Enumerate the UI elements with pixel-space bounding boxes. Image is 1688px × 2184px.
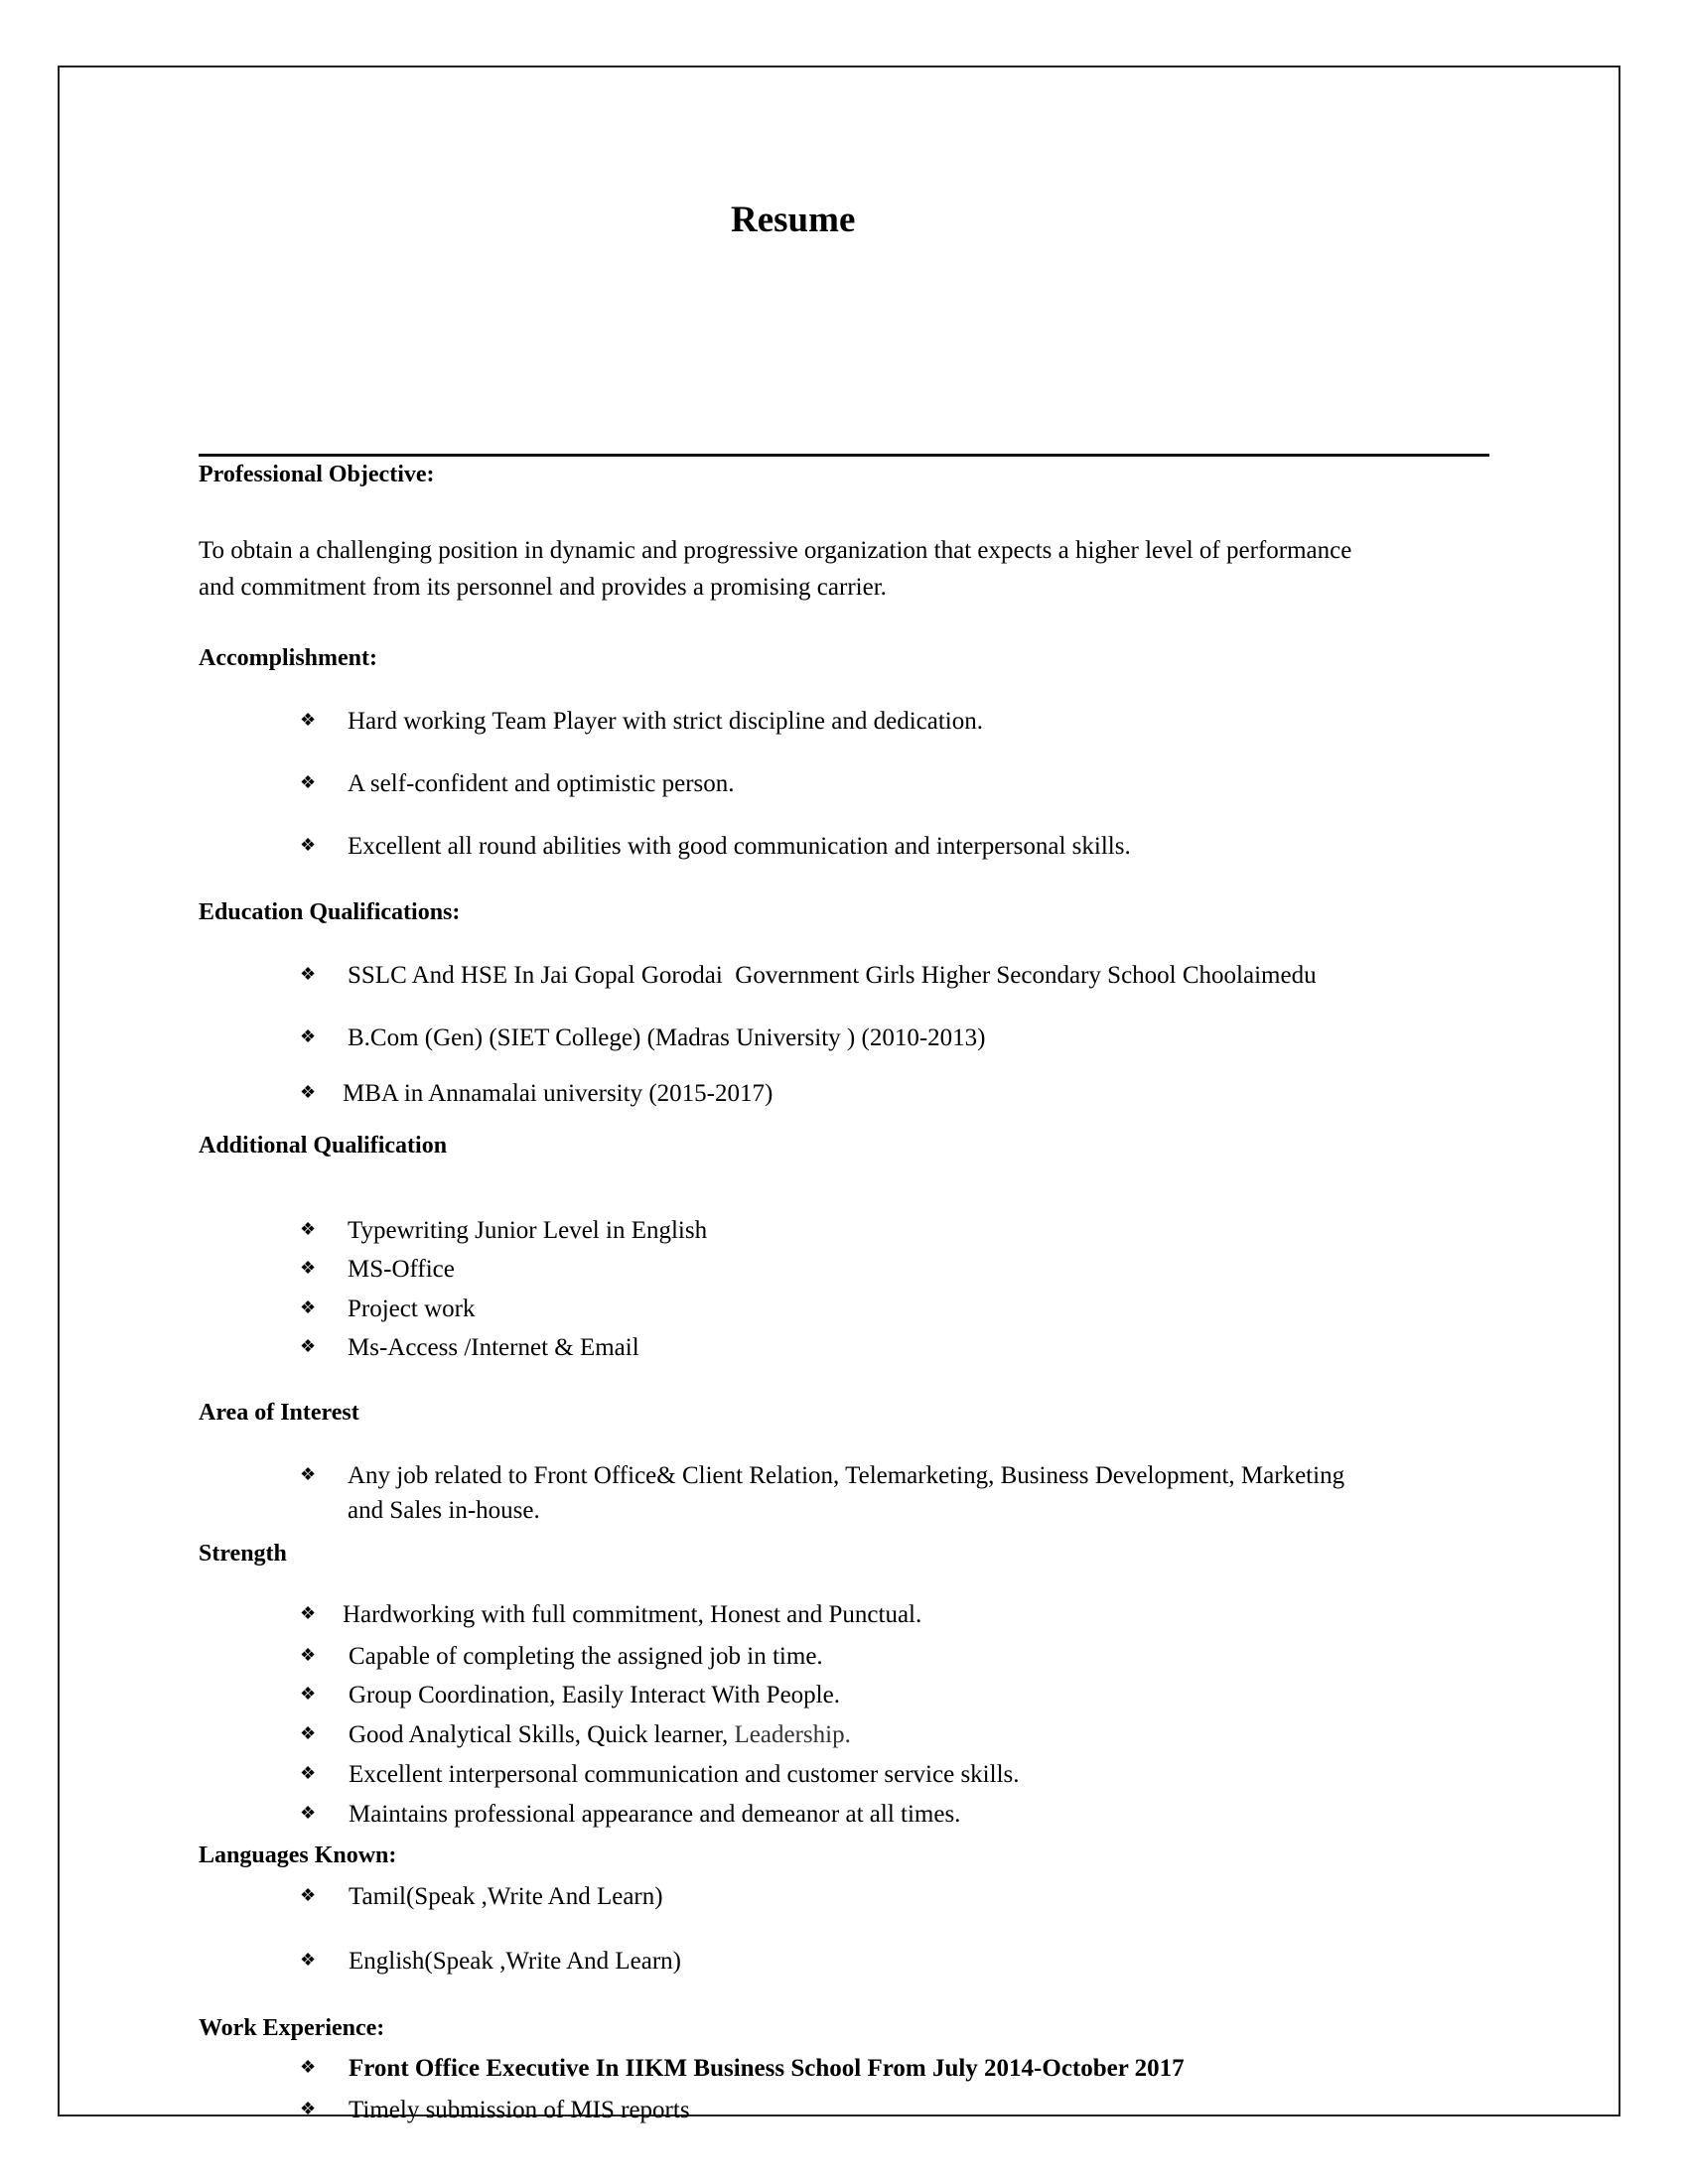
list-item-text: Excellent interpersonal communication and customer service skills. bbox=[349, 1761, 1020, 1788]
bullet-icon: ❖ bbox=[300, 1336, 317, 1356]
list-item-text: Capable of completing the assigned job in time. bbox=[349, 1643, 823, 1670]
list-item-text: MS-Office bbox=[348, 1256, 455, 1283]
list-item-text: MBA in Annamalai university (2015-2017) bbox=[343, 1080, 774, 1107]
list-item-text: SSLC And HSE In Jai Gopal Gorodai Government Girls Higher Secondary School Choolaimedu bbox=[348, 962, 1317, 989]
section-heading: Strength bbox=[199, 1541, 287, 1567]
bullet-icon: ❖ bbox=[300, 1219, 317, 1239]
bullet-icon: ❖ bbox=[300, 1645, 317, 1665]
section-heading: Additional Qualification bbox=[199, 1133, 448, 1159]
list-item-text: Hardworking with full commitment, Honest and Punctual. bbox=[343, 1601, 922, 1628]
bullet-icon: ❖ bbox=[300, 1885, 317, 1905]
section-heading: Professional Objective: bbox=[199, 462, 435, 487]
list-item-text: Timely submission of MIS reports bbox=[349, 2097, 690, 2123]
list-item-text: A self-confident and optimistic person. bbox=[348, 770, 735, 797]
section-heading: Accomplishment: bbox=[199, 645, 377, 671]
bullet-icon: ❖ bbox=[300, 1684, 317, 1704]
list-item-text-main: Good Analytical Skills, Quick learner, bbox=[349, 1721, 729, 1748]
bullet-icon: ❖ bbox=[300, 964, 317, 984]
horizontal-rule bbox=[199, 454, 1489, 457]
bullet-icon: ❖ bbox=[300, 1297, 317, 1317]
list-item-text-line-1: Any job related to Front Office& Client Relation, Telemarketing, Business Development, Marketing bbox=[348, 1462, 1345, 1489]
section-heading: Languages Known: bbox=[199, 1843, 397, 1868]
list-item-text: Excellent all round abilities with good communication and interpersonal skills. bbox=[348, 833, 1131, 860]
list-item-text: Maintains professional appearance and demeanor at all times. bbox=[349, 1801, 961, 1828]
bullet-icon: ❖ bbox=[300, 1603, 317, 1623]
objective-line-1: To obtain a challenging position in dynamic and progressive organization that expects a higher level of performance bbox=[199, 537, 1352, 564]
list-item-text: Project work bbox=[348, 1296, 476, 1322]
bullet-icon: ❖ bbox=[300, 2057, 317, 2077]
list-item-text: Hard working Team Player with strict discipline and dedication. bbox=[348, 708, 983, 735]
list-item-text bbox=[349, 1720, 851, 1750]
job-title-text: Front Office Executive In IIKM Business School From July 2014-October 2017 bbox=[349, 2055, 1185, 2082]
bullet-icon: ❖ bbox=[300, 835, 317, 855]
bullet-icon: ❖ bbox=[300, 1026, 317, 1046]
section-heading: Work Experience: bbox=[199, 2015, 385, 2041]
bullet-icon: ❖ bbox=[300, 1082, 317, 1102]
bullet-icon: ❖ bbox=[300, 2099, 317, 2118]
bullet-icon: ❖ bbox=[300, 1803, 317, 1823]
bullet-icon: ❖ bbox=[300, 1464, 317, 1484]
objective-line-2: and commitment from its personnel and provides a promising carrier. bbox=[199, 574, 887, 601]
list-item-text: B.Com (Gen) (SIET College) (Madras University ) (2010-2013) bbox=[348, 1024, 986, 1051]
list-item-text: Ms-Access /Internet & Email bbox=[348, 1334, 639, 1361]
bullet-icon: ❖ bbox=[300, 1258, 317, 1278]
list-item-text: English(Speak ,Write And Learn) bbox=[349, 1948, 682, 1975]
bullet-icon: ❖ bbox=[300, 710, 317, 730]
list-item-text-line-2: and Sales in-house. bbox=[348, 1497, 540, 1524]
bullet-icon: ❖ bbox=[300, 772, 317, 792]
list-item-text: Typewriting Junior Level in English bbox=[348, 1217, 708, 1244]
list-item-text-suffix: Leadership. bbox=[728, 1721, 851, 1748]
resume-title: Resume bbox=[731, 200, 856, 240]
section-heading: Area of Interest bbox=[199, 1400, 359, 1426]
bullet-icon: ❖ bbox=[300, 1763, 317, 1783]
section-heading: Education Qualifications: bbox=[199, 899, 461, 925]
bullet-icon: ❖ bbox=[300, 1723, 317, 1743]
list-item-text: Tamil(Speak ,Write And Learn) bbox=[349, 1883, 663, 1910]
list-item-text: Group Coordination, Easily Interact With People. bbox=[349, 1682, 840, 1708]
bullet-icon: ❖ bbox=[300, 1950, 317, 1970]
